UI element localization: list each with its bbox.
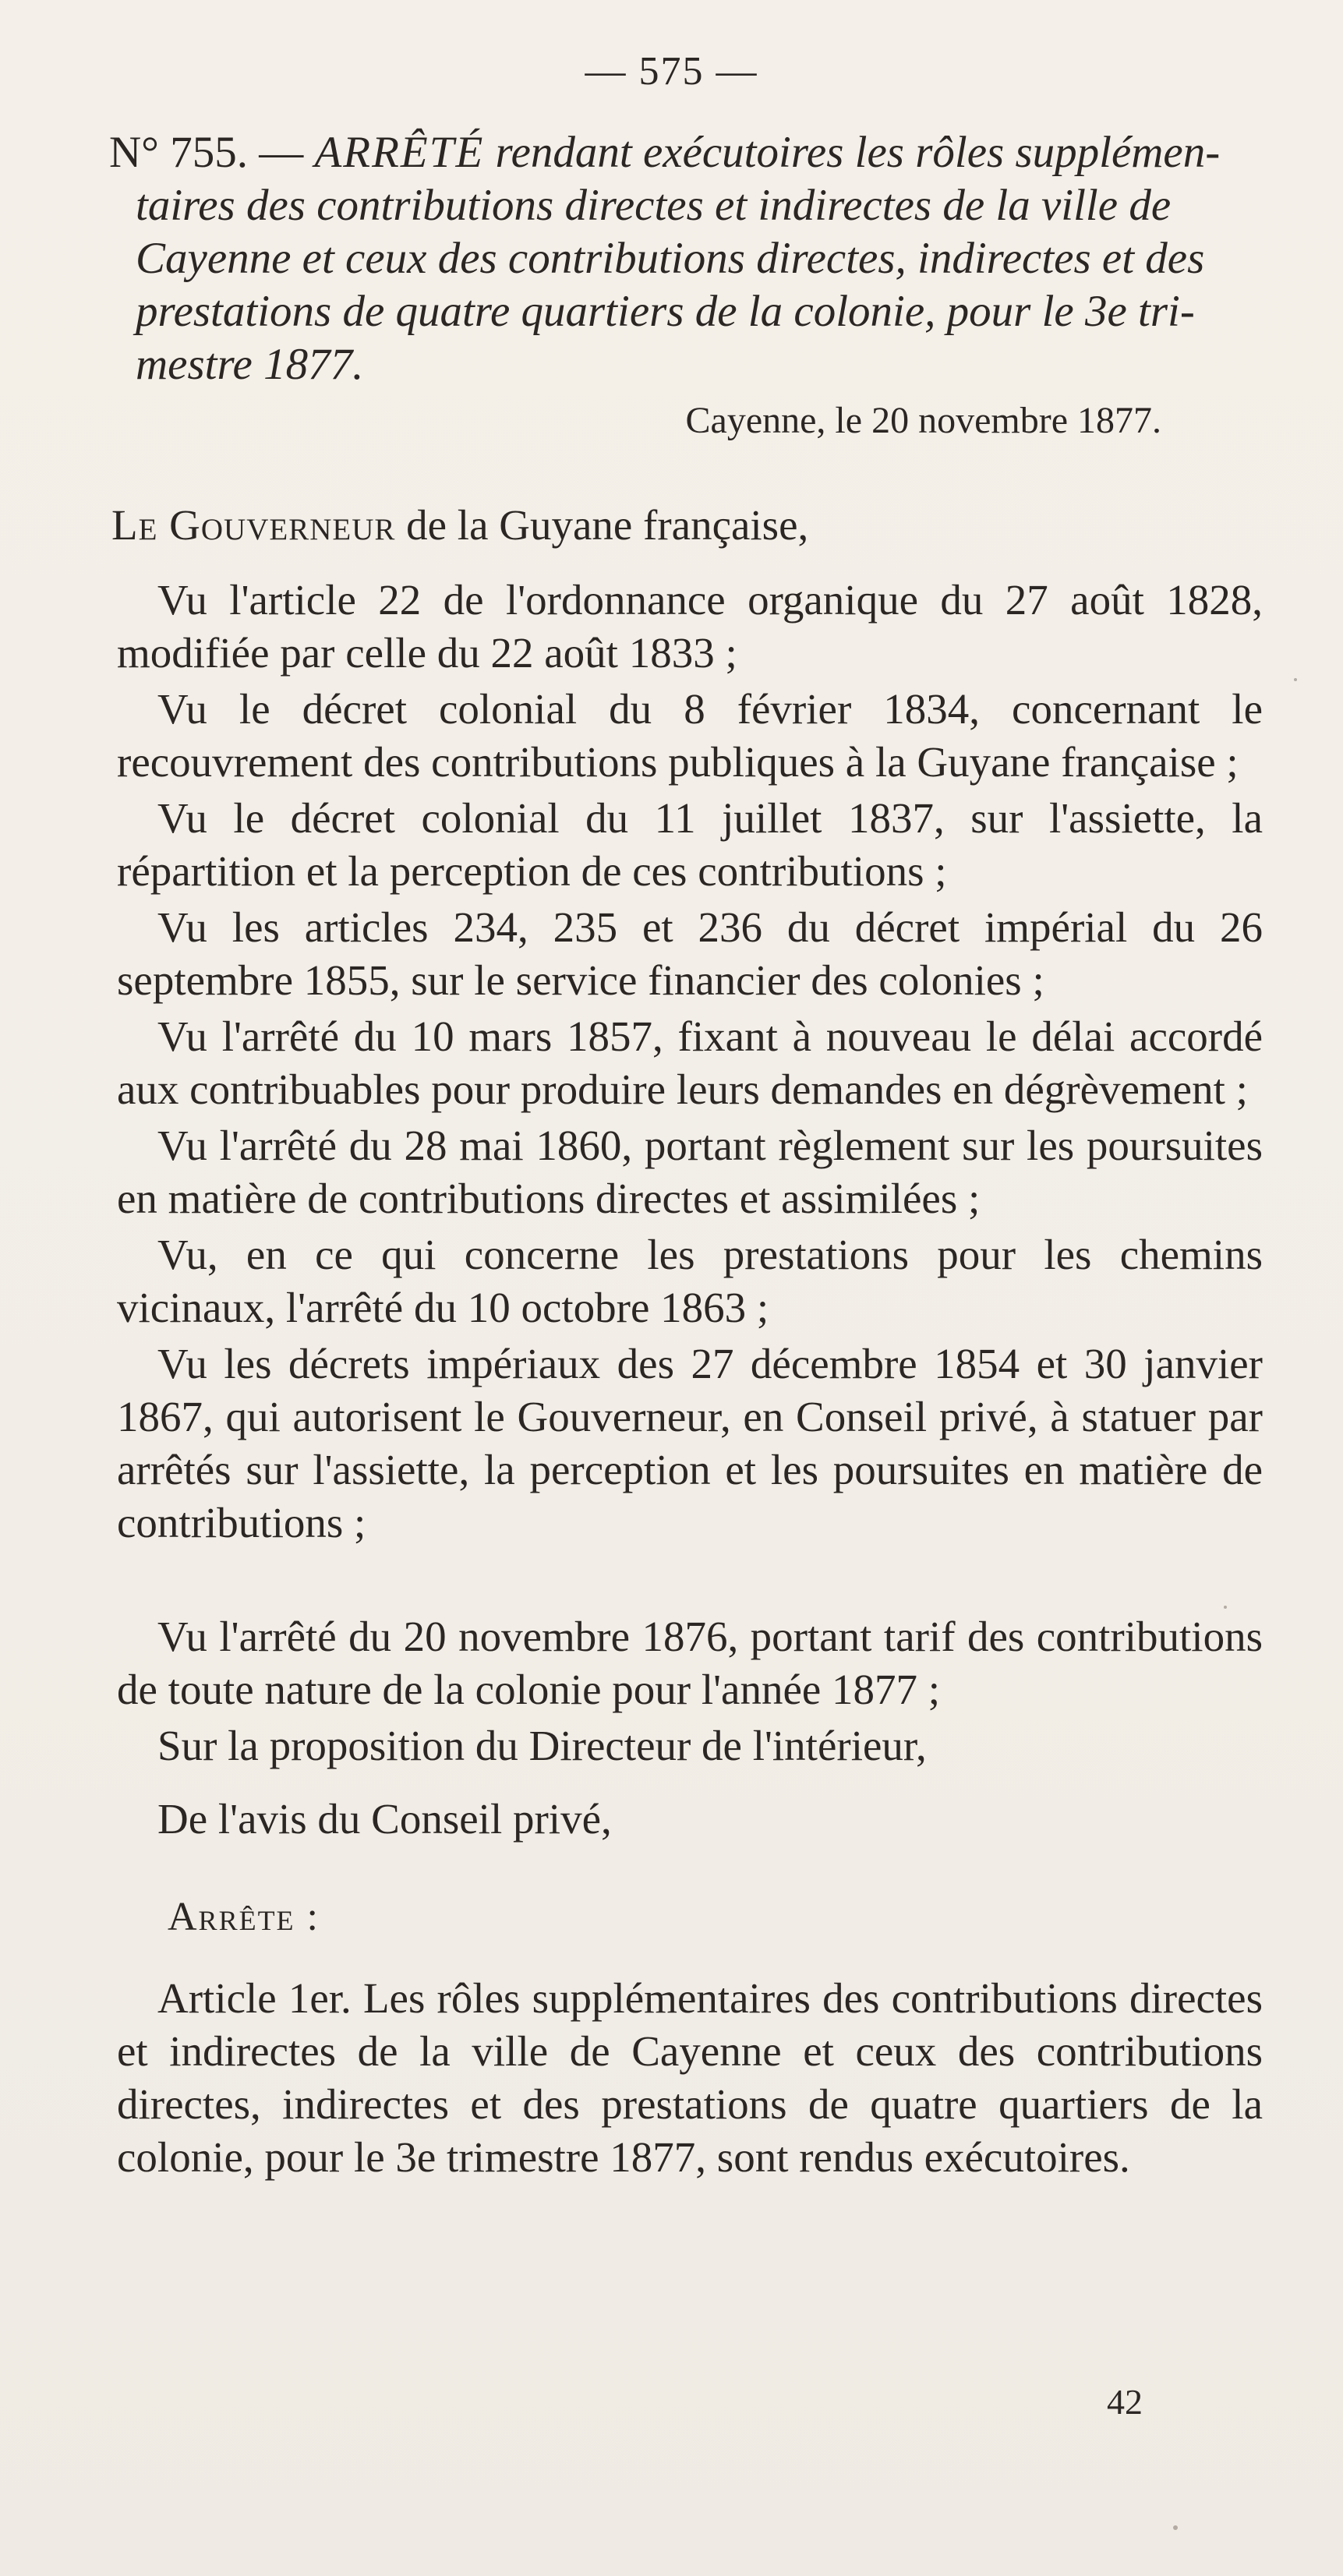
paper-speck [1224, 1606, 1227, 1609]
decree-title-word: ARRÊTÉ [314, 128, 485, 177]
proposal-line: Sur la proposition du Directeur de l'intérieur, [157, 1722, 927, 1769]
visa-paragraph: Vu l'arrêté du 10 mars 1857, fixant à nouveau le délai accordé aux contribuables pour produire leurs demandes en dégrèvement ; [117, 1012, 1263, 1113]
visa-paragraph: Vu l'arrêté du 28 mai 1860, portant règlement sur les poursuites en matière de contributions directes et assimilées ; [117, 1122, 1263, 1222]
page-number: — 575 — [585, 49, 758, 94]
signature-mark: 42 [1107, 2382, 1143, 2422]
governor-title: Le Gouverneur [111, 501, 396, 549]
decree-heading [109, 126, 1263, 391]
paper-speck [1173, 2525, 1178, 2530]
visa-paragraph: Vu les articles 234, 235 et 236 du décret impérial du 26 septembre 1855, sur le service financier des colonies ; [117, 903, 1263, 1004]
visa-paragraph: Vu, en ce qui concerne les prestations pour les chemins vicinaux, l'arrêté du 10 octobre 1863 ; [117, 1231, 1263, 1331]
decree-number: N° 755. — [109, 128, 304, 177]
council-line: De l'avis du Conseil privé, [157, 1795, 612, 1843]
visa-paragraph: Vu l'arrêté du 20 novembre 1876, portant tarif des contributions de toute nature de la colonie pour l'année 1877 ; [117, 1613, 1263, 1713]
visa-paragraph: Vu le décret colonial du 8 février 1834, concernant le recouvrement des contributions publiques à la Guyane française ; [117, 685, 1263, 786]
governor-rest: de la Guyane française, [395, 501, 809, 549]
decree-title-rest: rendant exécutoires les rôles supplémen- [484, 128, 1221, 177]
dateline: Cayenne, le 20 novembre 1877. [685, 400, 1161, 441]
article-1: Article 1er. Les rôles supplémentaires des contributions directes et indirectes de la ville de Cayenne et ceux des contributions directes, indirectes et des prestations de quatre quartiers de la colonie, pour le 3e trimestre 1877, sont rendus exécutoires. [117, 1974, 1263, 2181]
paper-speck [1294, 678, 1297, 681]
visa-paragraph: Vu l'article 22 de l'ordonnance organique du 27 août 1828, modifiée par celle du 22 août 1833 ; [117, 576, 1263, 677]
visa-paragraph: Vu les décrets impériaux des 27 décembre 1854 et 30 janvier 1867, qui autorisent le Gouverneur, en Conseil privé, à statuer par arrêtés sur l'assiette, la perception et les poursuites en matière de contributions ; [117, 1340, 1263, 1546]
decree-title-line-4: mestre 1877. [136, 340, 364, 389]
visa-paragraph: Vu le décret colonial du 11 juillet 1837, sur l'assiette, la répartition et la perception de ces contributions ; [117, 794, 1263, 895]
decree-title [314, 128, 1220, 177]
decree-title-line-3: prestations de quatre quartiers de la colonie, pour le 3e tri- [136, 287, 1195, 336]
decree-title-line-2: Cayenne et ceux des contributions directes, indirectes et des [136, 234, 1205, 283]
decree-title-line-1: taires des contributions directes et indirectes de la ville de [136, 181, 1172, 230]
governor-line [111, 499, 1257, 552]
arrete-label: Arrête : [168, 1895, 320, 1939]
